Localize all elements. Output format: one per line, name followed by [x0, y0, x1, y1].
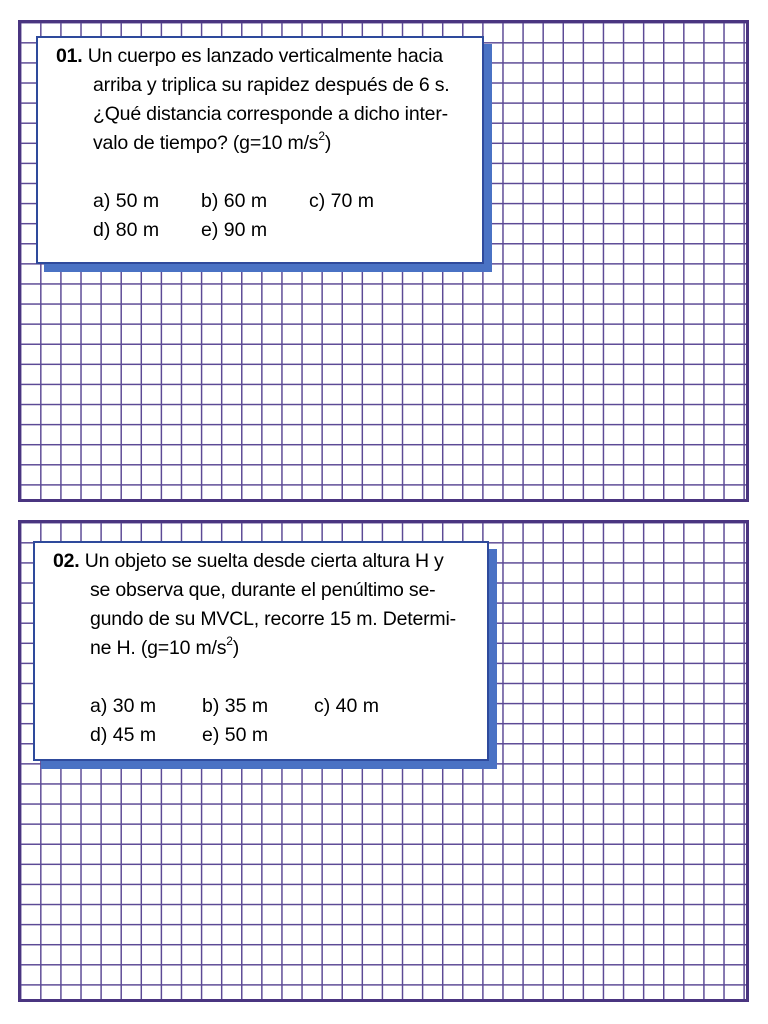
question-line: se observa que, durante el penúltimo se- [90, 579, 436, 601]
question-line: gundo de su MVCL, recorre 15 m. Determi- [90, 608, 456, 630]
grid-panel-1 [18, 20, 749, 502]
answer-options-2 [53, 692, 477, 750]
question-text-2 [53, 547, 477, 663]
question-line: valo de tiempo? (g=10 m/s [93, 132, 319, 154]
question-line: Un objeto se suelta desde cierta altura H y [84, 550, 444, 572]
option-a[interactable]: a) 50 m [93, 190, 160, 212]
closing-paren: ) [232, 637, 240, 659]
question-line: arriba y triplica su rapidez después de 6 s. [93, 74, 450, 96]
option-e[interactable]: e) 90 m [201, 219, 268, 241]
option-b[interactable]: b) 35 m [202, 695, 269, 717]
option-e[interactable]: e) 50 m [202, 724, 269, 746]
option-b[interactable]: b) 60 m [201, 190, 268, 212]
problem-number-1: 01. [56, 45, 83, 67]
closing-paren: ) [324, 132, 332, 154]
option-a[interactable]: a) 30 m [90, 695, 157, 717]
question-line: ne H. (g=10 m/s [90, 637, 227, 659]
question-line: Un cuerpo es lanzado verticalmente hacia [87, 45, 443, 67]
answer-options-1 [56, 187, 472, 245]
problem-number-2: 02. [53, 550, 80, 572]
exponent: 2 [226, 633, 233, 648]
problem-card-2 [33, 541, 489, 761]
grid-panel-2 [18, 520, 749, 1002]
option-d[interactable]: d) 45 m [90, 724, 157, 746]
problem-card-1 [36, 36, 484, 264]
question-text-1 [56, 42, 472, 158]
option-d[interactable]: d) 80 m [93, 219, 160, 241]
option-c[interactable]: c) 70 m [309, 190, 375, 212]
option-c[interactable]: c) 40 m [314, 695, 380, 717]
question-line: ¿Qué distancia corresponde a dicho inter- [93, 103, 448, 125]
exponent: 2 [318, 128, 325, 143]
